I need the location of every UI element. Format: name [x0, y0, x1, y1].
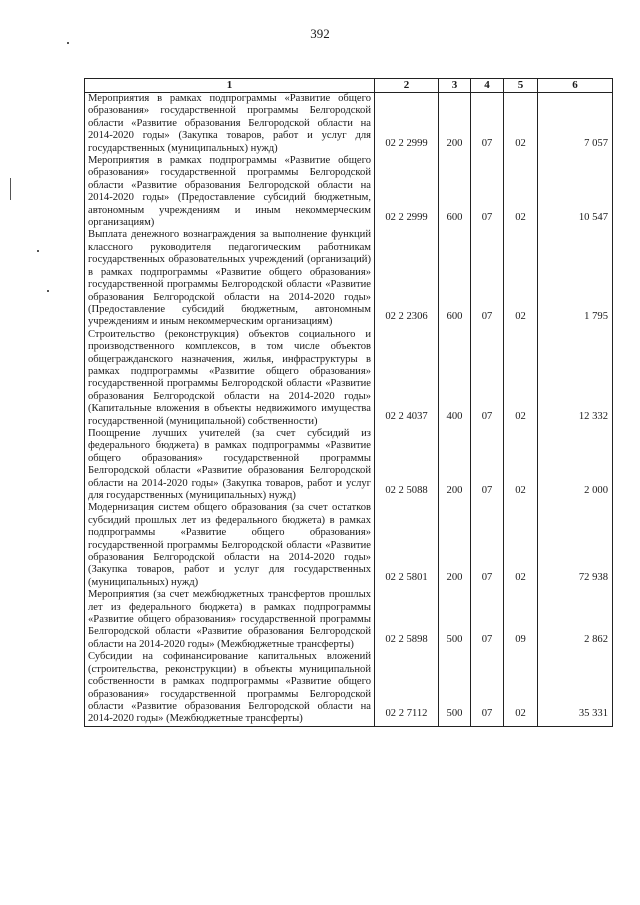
- table-row: [85, 155, 613, 229]
- row-description: Поощрение лучших учителей (за счет субсидий из федерального бюджета) в рамках подпрограммы «Развитие общего образования» государственной программы Белгородской области «Развитие образования Белгородской области на 2014-2020 годы» (Закупка товаров, работ и услуг для государственных (муниципальных) нужд): [85, 428, 375, 502]
- row-section: 07: [471, 229, 504, 328]
- row-subsection: 02: [504, 502, 538, 589]
- row-description: Модернизация систем общего образования (за счет остатков субсидий прошлых лет из федерального бюджета) в рамках подпрограммы «Развитие общего образования» государственной программы Белгородской области «Развитие образования Белгородской области на 2014-2020 годы» (Закупка товаров, работ и услуг для государственных (муниципальных) нужд): [85, 502, 375, 589]
- row-section: 07: [471, 651, 504, 726]
- row-subsection: 02: [504, 428, 538, 502]
- row-description: Субсидии на софинансирование капитальных вложений (строительства, реконструкции) в объекты муниципальной собственности в рамках подпрограммы «Развитие общего образования» государственной программы Белгородской области «Развитие образования Белгородской области на 2014-2020 годы» (Межбюджетные трансферты): [85, 651, 375, 726]
- scan-dot: [67, 42, 69, 44]
- header-col-3: 3: [439, 79, 471, 93]
- header-col-4: 4: [471, 79, 504, 93]
- row-code: 02 2 5898: [375, 589, 439, 651]
- row-type: 400: [439, 329, 471, 428]
- row-subsection: 02: [504, 93, 538, 156]
- row-code: 02 2 2999: [375, 93, 439, 156]
- table-row: [85, 93, 613, 156]
- row-subsection: 09: [504, 589, 538, 651]
- budget-table: [84, 78, 613, 727]
- row-subsection: 02: [504, 329, 538, 428]
- row-subsection: 02: [504, 651, 538, 726]
- table-row: [85, 428, 613, 502]
- scan-dot: [37, 250, 39, 252]
- row-description: Мероприятия в рамках подпрограммы «Развитие общего образования» государственной программы Белгородской области «Развитие образования Белгородской области на 2014-2020 годы» (Предоставление субсидий бюджетным, автономным учреждениям и иным некоммерческим организациям): [85, 155, 375, 229]
- row-section: 07: [471, 93, 504, 156]
- table-row: [85, 589, 613, 651]
- scan-dot: [47, 290, 49, 292]
- row-section: 07: [471, 589, 504, 651]
- row-type: 500: [439, 651, 471, 726]
- row-code: 02 2 4037: [375, 329, 439, 428]
- row-section: 07: [471, 428, 504, 502]
- row-code: 02 2 7112: [375, 651, 439, 726]
- row-section: 07: [471, 329, 504, 428]
- row-subsection: 02: [504, 229, 538, 328]
- row-code: 02 2 5801: [375, 502, 439, 589]
- header-col-1: 1: [85, 79, 375, 93]
- scan-mark: [10, 178, 11, 200]
- row-amount: 12 332: [538, 329, 613, 428]
- table-row: [85, 329, 613, 428]
- row-type: 200: [439, 93, 471, 156]
- row-description: Мероприятия в рамках подпрограммы «Развитие общего образования» государственной программы Белгородской области «Развитие образования Белгородской области на 2014-2020 годы» (Закупка товаров, работ и услуг для государственных (муниципальных) нужд): [85, 93, 375, 156]
- row-amount: 1 795: [538, 229, 613, 328]
- table-row: [85, 502, 613, 589]
- row-type: 600: [439, 155, 471, 229]
- row-amount: 2 862: [538, 589, 613, 651]
- row-type: 200: [439, 502, 471, 589]
- row-description: Строительство (реконструкция) объектов социального и производственного комплексов, в том числе объектов общегражданского назначения, жилья, инфраструктуры в рамках подпрограммы «Развитие общего образования» государственной программы Белгородской области «Развитие образования Белгородской области на 2014-2020 годы» (Капитальные вложения в объекты недвижимого имущества государственной (муниципальной) собственности): [85, 329, 375, 428]
- row-amount: 72 938: [538, 502, 613, 589]
- row-amount: 10 547: [538, 155, 613, 229]
- row-type: 500: [439, 589, 471, 651]
- row-code: 02 2 2306: [375, 229, 439, 328]
- row-type: 200: [439, 428, 471, 502]
- table-row: [85, 229, 613, 328]
- row-code: 02 2 2999: [375, 155, 439, 229]
- row-amount: 7 057: [538, 93, 613, 156]
- row-type: 600: [439, 229, 471, 328]
- row-description: Мероприятия (за счет межбюджетных трансфертов прошлых лет из федерального бюджета) в рамках подпрограммы «Развитие общего образования» государственной программы Белгородской области «Развитие образования Белгородской области на 2014-2020 годы» (Межбюджетные трансферты): [85, 589, 375, 651]
- row-code: 02 2 5088: [375, 428, 439, 502]
- row-amount: 35 331: [538, 651, 613, 726]
- row-amount: 2 000: [538, 428, 613, 502]
- header-col-2: 2: [375, 79, 439, 93]
- header-row: [85, 79, 613, 93]
- header-col-5: 5: [504, 79, 538, 93]
- row-subsection: 02: [504, 155, 538, 229]
- header-col-6: 6: [538, 79, 613, 93]
- page-number: 392: [310, 26, 330, 41]
- row-section: 07: [471, 502, 504, 589]
- row-description: Выплата денежного вознаграждения за выполнение функций классного руководителя педагогическим работникам государственных образовательных учреждений (организаций) в рамках подпрограммы «Развитие общего образования» государственной программы Белгородской области «Развитие образования Белгородской области на 2014-2020 годы» (Предоставление субсидий бюджетным, автономным учреждениям и иным некоммерческим организациям): [85, 229, 375, 328]
- table-row: [85, 651, 613, 726]
- row-section: 07: [471, 155, 504, 229]
